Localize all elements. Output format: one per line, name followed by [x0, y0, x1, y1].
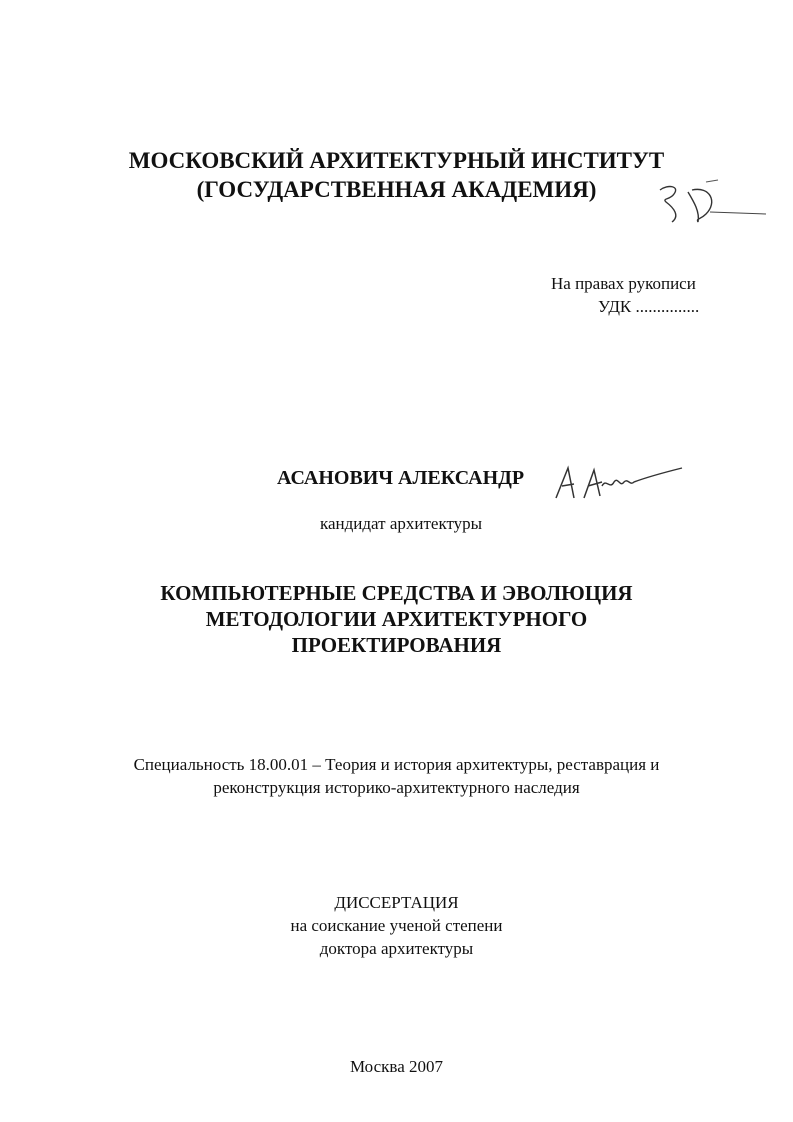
handwritten-mark-icon: [648, 178, 768, 228]
author-name: АСАНОВИЧ АЛЕКСАНДР: [277, 467, 525, 489]
institute-status: (ГОСУДАРСТВЕННАЯ АКАДЕМИЯ): [196, 177, 597, 202]
dissertation-purpose: на соискание ученой степени: [290, 916, 503, 935]
dissertation-degree: доктора архитектуры: [319, 939, 474, 958]
institute-name: МОСКОВСКИЙ АРХИТЕКТУРНЫЙ ИНСТИТУТ: [128, 148, 665, 173]
dissertation-title-line1: КОМПЬЮТЕРНЫЕ СРЕДСТВА И ЭВОЛЮЦИЯ: [160, 581, 633, 605]
dissertation-label: ДИССЕРТАЦИЯ: [334, 893, 459, 912]
dissertation-title-line3: ПРОЕКТИРОВАНИЯ: [291, 633, 502, 657]
city-year: Москва 2007: [349, 1057, 444, 1076]
manuscript-rights: На правах рукописи: [551, 274, 696, 293]
udk-label: УДК ...............: [598, 297, 700, 316]
author-degree: кандидат архитектуры: [320, 514, 483, 533]
author-signature-icon: [550, 460, 685, 505]
specialty-line2: реконструкция историко-архитектурного наследия: [213, 778, 580, 797]
specialty-line1: Специальность 18.00.01 – Теория и история архитектуры, реставрация и: [133, 755, 660, 774]
dissertation-title-line2: МЕТОДОЛОГИИ АРХИТЕКТУРНОГО: [205, 607, 588, 631]
